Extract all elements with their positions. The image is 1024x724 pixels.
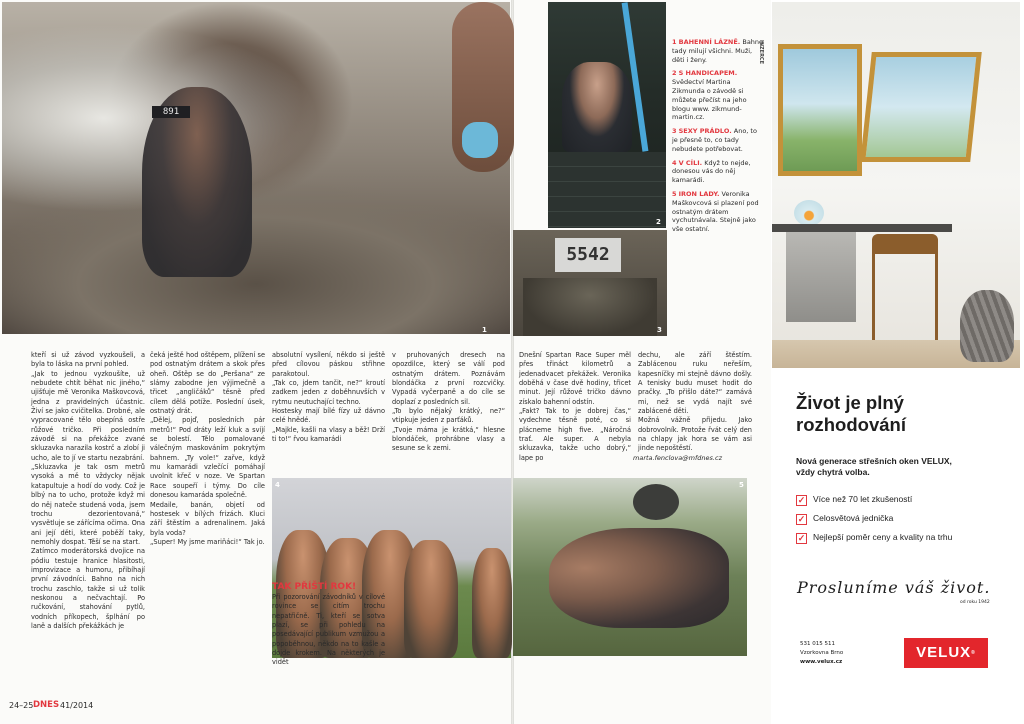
ad-contact: 531 015 511 Vzorkovna Brno www.velux.cz [800, 641, 844, 665]
desk [772, 224, 952, 232]
article-column-6: dechu, ale září štěstím. Zablácenou ruku neřeším, kapesníčky mi stejně dávno došly. A tenisky budu muset hodit do pračky. „To přišlo dáte?“ zamává mi, než se vydá najít své zablácené děti. Možná vážně přijedu. Jako dobrovolník. Protože řvát celý den na chlapy jak hora se vám asi jinde nepoštěstí. [638, 351, 752, 453]
ad-since: od roku 1942 [960, 600, 990, 605]
photo-number: 2 [656, 218, 661, 226]
photo-handicap-runner [548, 2, 666, 228]
article-subhead: TAK PŘÍŠTÍ ROK! [272, 582, 357, 592]
velux-logo: VELUX® [904, 638, 988, 668]
list-item: ✓ Nejlepší poměr ceny a kvality na trhu [797, 532, 953, 543]
magazine-brand: DNES [33, 700, 60, 710]
roof-window [778, 44, 862, 176]
ad-slogan: Prosluníme váš život. [797, 578, 991, 597]
list-item: ✓ Více než 70 let zkušeností [797, 494, 913, 505]
ad-photo-attic-room [772, 2, 1020, 368]
cabinet [786, 232, 856, 322]
check-icon: ✓ [797, 533, 806, 543]
cat-figure [960, 290, 1014, 362]
photo-race-bib [513, 230, 667, 336]
ad-subheadline: Nová generace střešních oken VELUX, vždy chytrá volba. [796, 456, 952, 477]
check-icon: ✓ [797, 514, 806, 524]
issue-number: 41/2014 [60, 701, 94, 710]
caption-1: 1 BAHENNÍ LÁZNĚ. Bahno tady milují všichni. Muži, děti i ženy. [672, 38, 764, 64]
photo-number: 4 [275, 481, 280, 489]
photo-mud-runner [2, 2, 510, 334]
roof-window [860, 52, 982, 162]
glove-figure [462, 122, 498, 158]
article-column-4: v pruhovaných dresech na opozdilce, který se válí pod ostnatým drátem. Poznávám blondáčka z první rozcvičky. Vypadá vyčerpaně a do cíle se doplazí z posledních sil. „To bylo nějaký krátký, ne?“ vtipkuje jeden z parťáků. „Tvoje máma je krátká,“ hlesne blondáček, prohrábne vlasy a sesune se k zemi. [392, 351, 505, 453]
article-column-2: čeká ještě hod oštěpem, plížení se pod ostnatým drátem a skok přes oheň. Oštěp se do „Peršana“ ze slámy zabodne jen výjimečně a třicet „angličáků“ těsně před cílem dělá potíže. Poslední úsek, ostnatý drát. „Dělej, pojď, posledních pár metrů!“ Pod dráty leží kluk a svíjí se bolestí. Tělo pomalované válečným maskováním pokrytým bahnem. „Ty vole!“ zařve, když mu kamarádi vzlečící pomáhají uvolnit křeč v noze. Ve Spartan Race soupeří i týmy. Do cíle donesou kamaráda společně. Medaile, banán, objetí od hostesek v bílých frizách. Kluci září štěstím a adrenalinem. Jaká byla voda? „Super! My jsme mariňáci!“ Tak jo. [150, 351, 265, 546]
list-item: ✓ Celosvětová jednička [797, 513, 894, 524]
photo-captions [672, 38, 764, 239]
article-column-3: absolutní vysílení, někdo si ještě před cílovou páskou střihne parakotoul. „Tak co, jdem tančit, ne?“ kroutí zadkem jeden z doběhnuvších v rytmu neutuchající techno. Hostesky mají bílé fízy už dávno celé hnědé. „Majkle, kašli na vlasy a běž! Drží ti to!“ řvou kamarádi [272, 351, 385, 444]
advertisement-label: INZERCE [758, 40, 764, 65]
photo-number: 5 [739, 481, 744, 489]
fish-bowl [794, 200, 824, 226]
muddy-shorts [523, 278, 657, 336]
race-bib: 5542 [555, 238, 621, 272]
runner-figure [549, 528, 729, 628]
caption-2: 2 S HANDICAPEM. Svědectví Martina Zikmunda o závodě si můžete přečíst na jeho blogu www. zikmund-martin.cz. [672, 69, 747, 122]
author-email: marta.fenclova@mfdnes.cz [633, 454, 722, 462]
runner-figure [633, 484, 679, 520]
runner-figure [562, 62, 632, 152]
runner-figure [472, 548, 512, 658]
caption-4: 4 V CÍLI. Když to nejde, donesou vás do něj kamarádi. [672, 158, 751, 185]
article-column-2-bottom: Při pozorování závodníků v cílové rovince se citím trochu nepatřičně. Ti, kteří se sotva plazí, se při pohledu na posedávající publikum vzmužou a popoběhnou, někdo na to kašle a dojde krokem. Na některých je vidět [272, 593, 385, 667]
runner-figure [404, 540, 458, 658]
ad-headline: Život je plný rozhodování [796, 392, 906, 435]
article-column-5: Dnešní Spartan Race Super měl přes třináct kilometrů a jedenadvacet překážek. Veronika doběhá v čase dvě hodiny, třicet minut. Její růžové tričko dávno získalo bahenní odstín. „Fakt? Tak to je dobrej čas,“ vydechne těsně poté, co si plácneme high five. „Náročná trať. Ale super. A nebyla skluzavka, takže ucho dobrý,“ lape po [519, 351, 631, 462]
caption-5: 5 IRON LADY. Veronika Maškovcová si plazení pod ostnatým drátem vychutnávala. Stejně jako vše ostatní. [672, 189, 759, 234]
photo-number: 3 [657, 326, 662, 334]
ad-benefits-list [796, 494, 952, 551]
photo-number: 1 [482, 326, 487, 334]
check-icon: ✓ [797, 495, 806, 505]
runner-headband: 891 [152, 106, 190, 118]
wall-figure [548, 152, 666, 228]
photo-iron-lady [513, 478, 747, 656]
ad-website-link[interactable]: www.velux.cz [800, 659, 843, 665]
article-column-1: kteří si už závod vyzkoušeli, a byla to láska na první pohled. „Jak to jednou vyzkoušíte, už nebudete chtít běhat nic jiného,“ ujišťuje mě Veronika Maškovcová, jedna z pravidelných účastnic. Živí se jako cvičitelka. Drobné, ale vypracované tělo obepíná ostře růžové tričko. Při posledním závodě si na překážce zvané skluzavka narazila kostrč a zlobí ji ucho, ale to jí ve startu nezabrání. „Skluzavka je tak osm metrů vysoká a mě to vždycky nějak katapultuje a hodí do vody. Což je blbý na to ucho, protože když mi do něj nateče studená voda, jsem trochu dezorientovaná,“ vysvětluje se zářícíma očima. Ona ani její děti, které poběží taky, nemohly dospat. Těší se na start. Zatímco moderátorská dvojice na pódiu testuje hranice hlasitosti, improvizace a humoru, přibíhají první závodníci. Bahno na nich trochu zaschlo, takže si už tolik neskonou a nečvachtají. Po ručkování, stahování pytlů, vodních příkopech, šplhání po laně a dalších překážkách je [31, 351, 145, 630]
page-numbers: 24–25 [9, 701, 34, 710]
caption-3: 3 SEXY PRÁDLO. Ano, to je přesně to, co tady nebudete potřebovat. [672, 127, 757, 153]
